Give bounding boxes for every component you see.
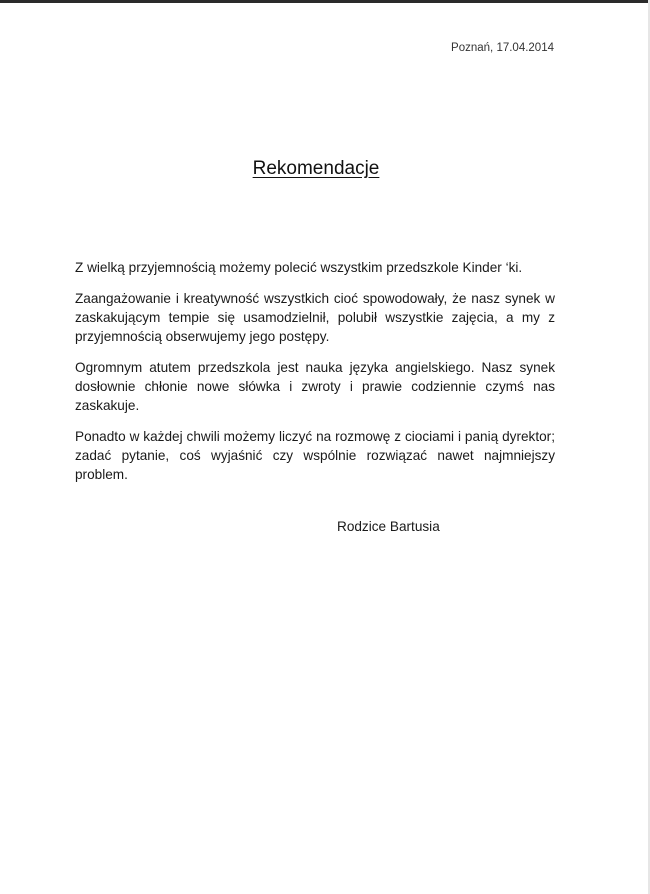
document-date: Poznań, 17.04.2014 bbox=[451, 42, 554, 54]
document-body bbox=[75, 258, 555, 496]
paragraph-3: Ogromnym atutem przedszkola jest nauka języka angielskiego. Nasz synek dosłownie chłonie nowe słówka i zwroty i prawie codziennie czymś nas zaskakuje. bbox=[75, 360, 555, 413]
signature: Rodzice Bartusia bbox=[337, 519, 440, 534]
paragraph-2: Zaangażowanie i kreatywność wszystkich cioć spowodowały, że nasz synek w zaskakującym tempie się usamodzielnił, polubił wszystkie zajęcia, a my z przyjemnością obserwujemy jego postępy. bbox=[75, 291, 555, 344]
paragraph-1: Z wielką przyjemnością możemy polecić wszystkim przedszkole Kinder ‘ki. bbox=[75, 260, 523, 275]
scan-top-edge bbox=[0, 0, 650, 3]
document-title: Rekomendacje bbox=[252, 158, 380, 179]
paragraph-4: Ponadto w każdej chwili możemy liczyć na rozmowę z ciociami i panią dyrektor; zadać pytanie, coś wyjaśnić czy wspólnie rozwiązać nawet najmniejszy problem. bbox=[75, 429, 555, 482]
